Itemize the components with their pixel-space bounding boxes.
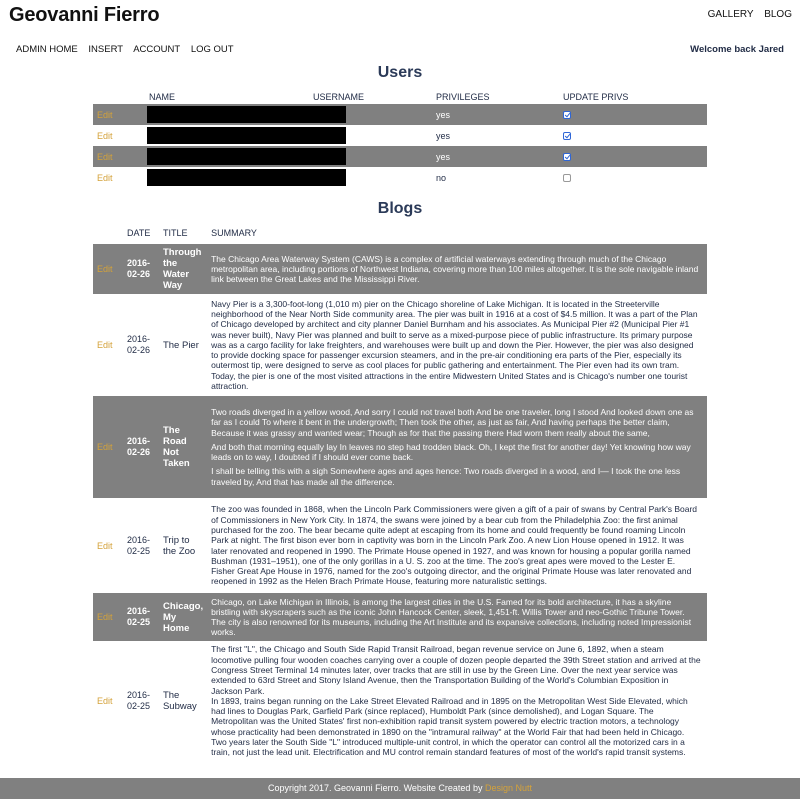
admin-home-link[interactable]: ADMIN HOME [16,44,78,55]
footer-credit-link[interactable]: Design Nutt [484,783,532,793]
footer-copyright: Copyright 2017. Geovanni Fierro. Website Created by [268,783,483,793]
edit-user-link[interactable]: Edit [97,130,113,141]
privileges-value: yes [432,146,559,167]
header-summary: SUMMARY [211,228,257,238]
blog-date: 2016-02-25 [123,593,159,641]
update-privs-checkbox[interactable] [563,132,571,140]
blog-row [93,294,707,396]
edit-blog-link[interactable]: Edit [97,612,113,622]
redacted-user-info [147,127,346,144]
site-title[interactable]: Geovanni Fierro [9,4,160,26]
privileges-value: yes [432,125,559,146]
blog-summary: Chicago, on Lake Michigan in Illinois, is among the largest cities in the U.S. Famed for its bold architecture, it has a skyline bristling with skyscrapers such as the iconic John Hancock Center, sleek, 1,451-ft. Willis Tower and neo-Gothic Tribune Tower. The city is also renowned for its museums, including the Art Institute and its expansive collections, including noted Impressionist works. [207,593,707,641]
blog-row [93,641,707,761]
header-update-privs: UPDATE PRIVS [563,92,629,102]
update-privs-checkbox[interactable] [563,153,571,161]
blogs-header-row [93,226,707,240]
blog-title: Chicago, My Home [159,593,207,641]
blog-title: Trip to the Zoo [159,498,207,593]
blog-row [93,498,707,593]
redacted-user-info [147,106,346,123]
blog-summary: The first "L", the Chicago and South Side Rapid Transit Railroad, began revenue service on June 6, 1892, when a steam locomotive pulling four wooden coaches carrying over a couple of dozen people departed the 39th Street station and arrived at the Congress Street Terminal 14 minutes later, over tracks that are still in use by the Green Line. Over the next year service was extended to 63rd Street and Stony Island Avenue, then the Transportation Building of the World's Columbian Exposition in Jackson Park. In 1893, trains began running on the Lake Street Elevated Railroad and in 1895 on the Metropolitan West Side Elevated, which had lines to Douglas Park, Garfield Park (since replaced), Humboldt Park (since demolished), and Logan Square. The Metropolitan was the United States' first non-exhibition rapid transit system powered by electric traction motors, a technology whose practicality had been demonstrated in 1890 on the "intramural railway" at the World Fair that had been held in Chicago. Two years later the South Side "L" introduced multiple-unit control, in which the operator can control all the motorized cars in a train, not just the lead unit. Electrification and MU control remain standard features of most of the world's rapid transit systems. [207,641,707,761]
edit-blog-link[interactable]: Edit [97,340,113,350]
account-link[interactable]: ACCOUNT [133,44,181,55]
header-edit-col [93,90,145,104]
users-table [93,90,707,188]
blog-title: The Subway [159,641,207,761]
blog-row [93,244,707,294]
user-row [93,125,707,146]
header-name: NAME [149,92,176,102]
users-header-row [93,90,707,104]
edit-blog-link[interactable]: Edit [97,540,113,551]
blog-date: 2016-02-25 [123,641,159,761]
edit-user-link[interactable]: Edit [97,172,113,183]
blog-summary: Two roads diverged in a yellow wood, And sorry I could not travel both And be one traveler, long I stood And looked down one as far as I could To where it bent in the undergrowth; Then took the other, as just as fair, And having perhaps the better claim, Because it was grassy and wanted wear; Though as for that the passing there Had worn them really about the same, And both that morning equally lay In leaves no step had trodden black. Oh, I kept the first for another day! Yet knowing how way leads on to way, I doubted if I should ever come back. I shall be telling this with a sigh Somewhere ages and ages hence: Two roads diverged in a wood, and I— I took the one less traveled by, And that has made all the difference. [207,396,707,498]
header-date: DATE [126,228,151,238]
privileges-value: no [432,167,559,188]
header-title: TITLE [162,228,188,238]
user-row [93,104,707,125]
blog-date: 2016-02-26 [123,294,159,396]
blog-summary: The Chicago Area Waterway System (CAWS) is a complex of artificial waterways extending through much of the Chicago metropolitan area, including portions of Northwest Indiana, covering more than 100 miles altogether. It is the sole navigable inland link between the Great Lakes and the Mississippi River. [207,244,707,294]
edit-blog-link[interactable]: Edit [97,696,113,706]
blog-date: 2016-02-26 [123,244,159,294]
header-edit-col [93,226,123,240]
header-privileges: PRIVILEGES [436,92,490,102]
edit-user-link[interactable]: Edit [97,109,113,120]
blogs-heading: Blogs [377,200,423,217]
users-heading: Users [377,64,423,81]
blog-title: The Road Not Taken [159,396,207,498]
nav-gallery-link[interactable]: GALLERY [707,9,754,20]
blog-row [93,396,707,498]
logout-link[interactable]: LOG OUT [190,44,234,55]
top-nav [700,9,792,20]
user-row [93,146,707,167]
footer [0,778,800,799]
edit-user-link[interactable]: Edit [97,151,113,162]
admin-nav [16,44,242,55]
update-privs-checkbox[interactable] [563,174,571,182]
redacted-user-info [147,148,346,165]
blogs-table [93,226,707,761]
insert-link[interactable]: INSERT [88,44,124,55]
user-row [93,167,707,188]
privileges-value: yes [432,104,559,125]
blog-summary: Navy Pier is a 3,300-foot-long (1,010 m) pier on the Chicago shoreline of Lake Michigan. It is located in the Streeterville neighborhood of the Near North Side community area. The pier was built in 1916 at a cost of $4.5 million. It was a part of the Plan of Chicago developed by architect and city planner Daniel Burnham and his associates. As Municipal Pier #2 (Municipal Pier #1 was never built), Navy Pier was planned and built to serve as a mixed-purpose piece of public infrastructure. Its primary purpose was as a cargo facility for lake freighters, and warehouses were built up and down the Pier. However, the pier was also designed to provide docking space for passenger excursion steamers, and in the pre-air conditioning era parts of the Pier, especially its outermost tip, were designed to serve as cool places for public gathering and entertainment. The Pier even had its own tram. Today, the pier is one of the most visited attractions in the entire Midwestern United States and is Chicago's number one tourist attraction. [207,294,707,396]
header-username: USERNAME [313,92,365,102]
nav-blog-link[interactable]: BLOG [764,9,792,20]
redacted-user-info [147,169,346,186]
blog-row [93,593,707,641]
welcome-message: Welcome back Jared [690,44,784,55]
blog-title: The Pier [159,294,207,396]
blog-date: 2016-02-25 [123,498,159,593]
blog-date: 2016-02-26 [123,396,159,498]
edit-blog-link[interactable]: Edit [97,264,113,274]
update-privs-checkbox[interactable] [563,111,571,119]
blog-title: Through the Water Way [159,244,207,294]
blog-summary: The zoo was founded in 1868, when the Lincoln Park Commissioners were given a gift of a pair of swans by Central Park's Board of Commissioners in New York City. In 1874, the swans were joined by a bear cub from the Philadelphia Zoo: the first animal purchased for the zoo. The bear became quite adept at escaping from its home and could frequently be found roaming Lincoln Park at night. The first bison ever born in captivity was born in the Lincoln Park Zoo. A new Lion House opened in 1912. It was later renovated and reopened in 1990. The Primate House opened in 1927, and was known for housing a popular gorilla named Bushman (1931–1951), one of the only gorillas in a U. S. zoo at the time. The zoo's great apes were moved to the Lester E. Fisher Great Ape House in 1976, named for the zoo's outgoing director, and the original Primate House was later renovated and reopened in 1992 as the Helen Brach Primate House, featuring more naturalistic settings. [207,498,707,593]
edit-blog-link[interactable]: Edit [97,442,113,452]
